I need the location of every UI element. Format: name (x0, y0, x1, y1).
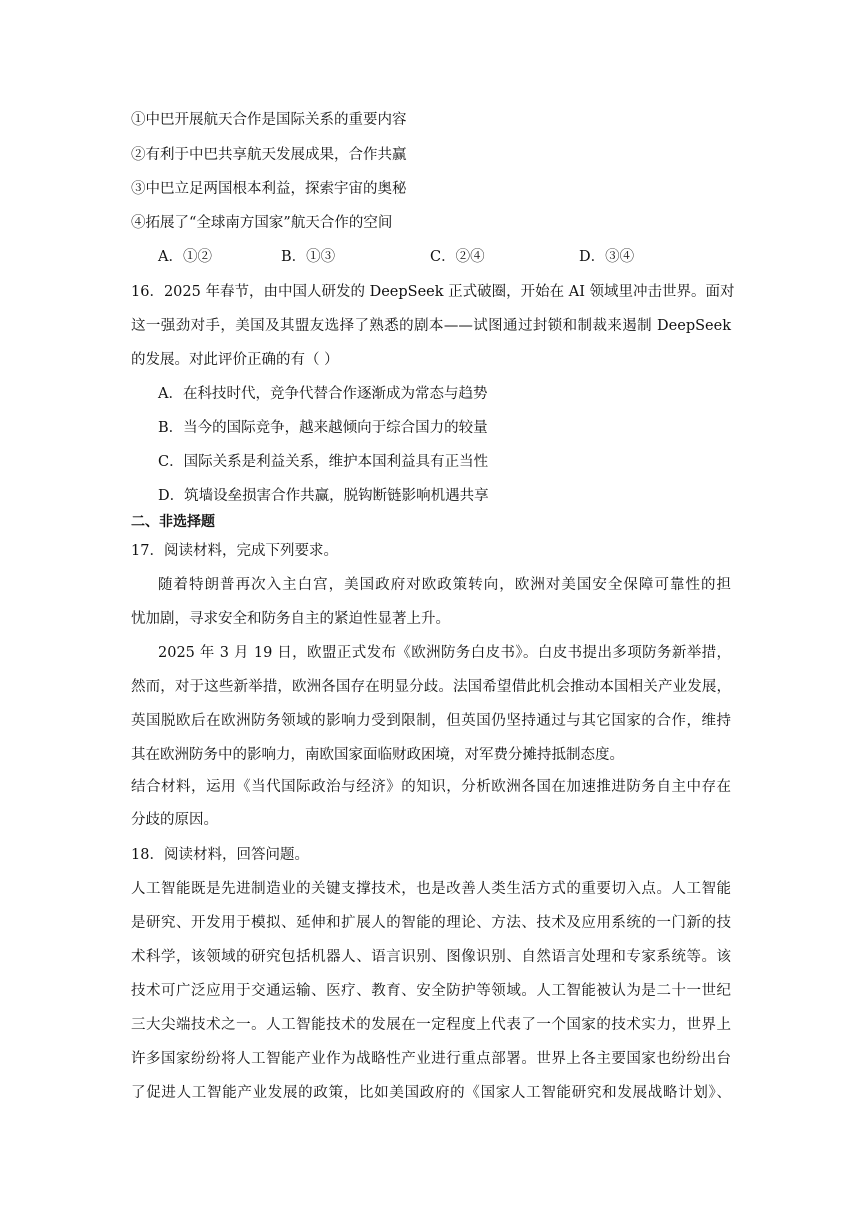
q15-option-a: A．①② (158, 249, 212, 265)
q17-para2-line-2: 然而，对于这些新举措，欧洲各国存在明显分歧。法国希望借此机会推动本国相关产业发展， (131, 679, 731, 695)
q17-para2-line-1: 2025 年 3 月 19 日，欧盟正式发布《欧洲防务白皮书》。白皮书提出多项防务新举措， (158, 645, 731, 661)
q16-option-d: D．筑墙设垒损害合作共赢，脱钩断链影响机遇共享 (158, 488, 489, 504)
q17-para2-line-4: 其在欧洲防务中的影响力，南欧国家面临财政困境，对军费分摊持抵制态度。 (131, 747, 624, 763)
q17-para1-line-2: 忧加剧，寻求安全和防务自主的紧迫性显著上升。 (131, 611, 450, 627)
q18-para-line-5: 三大尖端技术之一。人工智能技术的发展在一定程度上代表了一个国家的技术实力，世界上 (131, 1017, 731, 1033)
q16-stem-line-2: 这一强劲对手，美国及其盟友选择了熟悉的剧本——试图通过封锁和制裁来遏制 DeepSeek (131, 318, 731, 334)
q15-statement-2: ②有利于中巴共享航天发展成果，合作共赢 (131, 147, 407, 163)
q18-stem: 18．阅读材料，回答问题。 (131, 847, 309, 863)
q18-para-line-1: 人工智能既是先进制造业的关键支撑技术，也是改善人类生活方式的重要切入点。人工智能 (131, 881, 731, 897)
q16-stem-line-1: 16．2025 年春节，由中国人研发的 DeepSeek 正式破圈，开始在 AI 领域里冲击世界。面对 (131, 284, 735, 300)
q18-para-line-4: 技术可广泛应用于交通运输、医疗、教育、安全防护等领域。人工智能被认为是二十一世纪 (131, 983, 731, 999)
q15-statement-1: ①中巴开展航天合作是国际关系的重要内容 (131, 112, 407, 128)
q18-para-line-3: 术科学，该领域的研究包括机器人、语言识别、图像识别、自然语言处理和专家系统等。该 (131, 949, 731, 965)
q15-option-b: B．①③ (281, 249, 336, 265)
section-heading: 二、非选择题 (131, 514, 215, 530)
q16-option-b: B．当今的国际竞争，越来越倾向于综合国力的较量 (158, 420, 488, 436)
q18-para-line-7: 了促进人工智能产业发展的政策，比如美国政府的《国家人工智能研究和发展战略计划》、 (131, 1085, 731, 1101)
q16-option-c: C．国际关系是利益关系，维护本国利益具有正当性 (158, 454, 489, 470)
q18-para-line-6: 许多国家纷纷将人工智能产业作为战略性产业进行重点部署。世界上各主要国家也纷纷出台 (131, 1051, 731, 1067)
q15-option-d: D．③④ (579, 249, 635, 265)
q15-statement-3: ③中巴立足两国根本利益，探索宇宙的奥秘 (131, 181, 407, 197)
q15-statement-4: ④拓展了“全球南方国家”航天合作的空间 (131, 215, 393, 231)
q15-option-c: C．②④ (430, 249, 485, 265)
q17-para2-line-3: 英国脱欧后在欧洲防务领域的影响力受到限制，但英国仍坚持通过与其它国家的合作，维持 (131, 713, 731, 729)
q17-question-line-1: 结合材料，运用《当代国际政治与经济》的知识，分析欧洲各国在加速推进防务自主中存在 (131, 779, 731, 795)
q18-para-line-2: 是研究、开发用于模拟、延伸和扩展人的智能的理论、方法、技术及应用系统的一门新的技 (131, 915, 731, 931)
q16-option-a: A．在科技时代，竞争代替合作逐渐成为常态与趋势 (158, 386, 488, 402)
q17-stem: 17．阅读材料，完成下列要求。 (131, 543, 338, 559)
q17-para1-line-1: 随着特朗普再次入主白宫，美国政府对欧政策转向，欧洲对美国安全保障可靠性的担 (158, 577, 731, 593)
q16-stem-line-3: 的发展。对此评价正确的有（ ） (131, 352, 339, 368)
q17-question-line-2: 分歧的原因。 (131, 812, 218, 828)
